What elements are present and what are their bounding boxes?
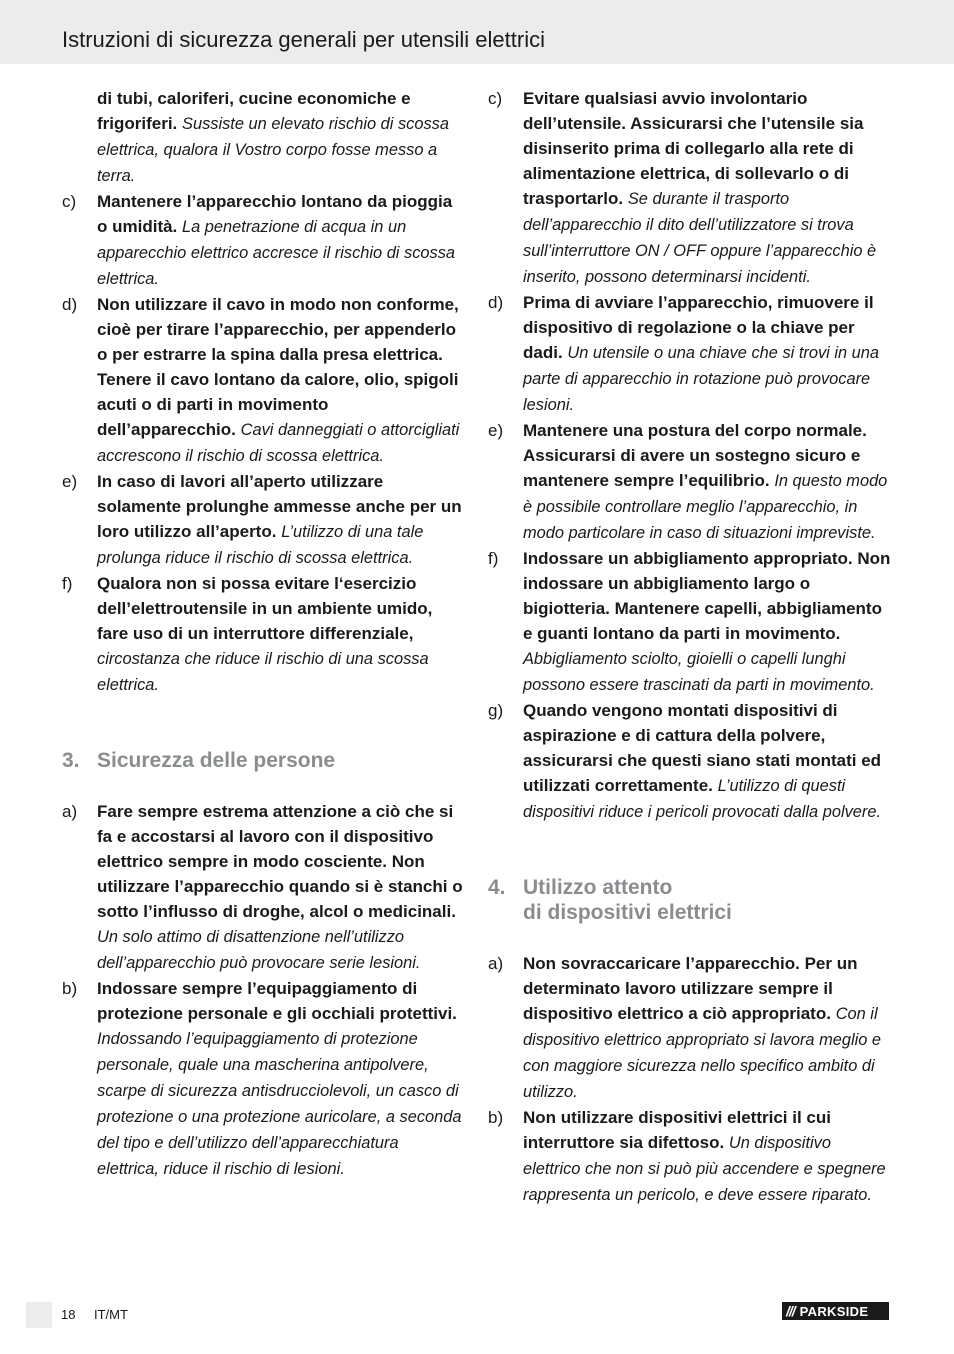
left-column: [62, 86, 464, 1182]
item-italic: In questo modo è possibile controllare meglio l’apparecchio, in modo particolare in caso di situazioni impreviste.: [523, 472, 888, 542]
item-italic: Abbigliamento sciolto, gioielli o capelli lunghi possono essere trascinati da parti in movimento.: [523, 650, 875, 694]
item-label: a): [488, 954, 504, 973]
section-title: Sicurezza delle persone: [97, 749, 336, 772]
paragraph-italic: Sussiste un elevato rischio di scossa elettrica, qualora il Vostro corpo fosse messo a terra.: [97, 115, 449, 185]
item-italic: Un dispositivo elettrico che non si può più accendere e spegnere rappresenta un pericolo, e deve essere riparato.: [523, 1134, 886, 1204]
item-bold: Mantenere l’apparecchio lontano da pioggia o umidità.: [97, 192, 453, 236]
item-bold: Indossare sempre l’equipaggiamento di protezione personale e gli occhiali protettivi.: [97, 979, 457, 1023]
item-bold: Quando vengono montati dispositivi di aspirazione e di cattura della polvere, assicurarsi che questi siano stati montati ed utilizzati correttamente.: [523, 701, 882, 795]
item-label: e): [488, 421, 504, 440]
list-item: [488, 418, 892, 546]
item-label: d): [488, 293, 504, 312]
list-item: [62, 799, 464, 976]
list-item: [62, 469, 464, 571]
section-number: 4.: [488, 876, 506, 899]
item-label: a): [62, 802, 78, 821]
logo-slashes: ///: [786, 1303, 795, 1319]
item-label: b): [488, 1108, 504, 1127]
item-italic: Se durante il trasporto dell’apparecchio il dito dell’utilizzatore si trova sull’interruttore ON / OFF oppure l’apparecchio è inserito, possono determinarsi incidenti.: [523, 190, 877, 286]
item-label: c): [488, 89, 503, 108]
item-italic: La penetrazione di acqua in un apparecchio elettrico accresce il rischio di scossa elettrica.: [97, 218, 456, 288]
list-item: [488, 546, 892, 698]
item-bold: Non utilizzare il cavo in modo non conforme, cioè per tirare l’apparecchio, per appenderlo o per estrarre la spina dalla presa elettrica. Tenere il cavo lontano da calore, olio, spigoli acuti o di parti in movimento dell’apparecchio.: [97, 295, 459, 439]
item-label: g): [488, 701, 504, 720]
section-heading-4: [488, 875, 892, 925]
logo-text: PARKSIDE: [799, 1303, 869, 1319]
brand-logo: [782, 1302, 889, 1320]
item-italic: Con il dispositivo elettrico appropriato si lavora meglio e con maggiore sicurezza nello specifico ambito di utilizzo.: [523, 1005, 882, 1101]
item-italic: L’utilizzo di questi dispositivi riduce i pericoli provocati dalla polvere.: [523, 777, 882, 821]
list-item: [488, 698, 892, 825]
list-item: [488, 86, 892, 290]
item-bold: Fare sempre estrema attenzione a ciò che si fa e accostarsi al lavoro con il dispositivo elettrico sempre in modo cosciente. Non utilizzare l’apparecchio quando si è stanchi o sotto l’influsso di droghe, alcol o medicinali.: [97, 802, 463, 921]
item-italic: Un utensile o una chiave che si trovi in una parte di apparecchio in rotazione può provocare lesioni.: [523, 344, 880, 414]
item-italic: circostanza che riduce il rischio di una scossa elettrica.: [97, 650, 429, 694]
item-bold: Non utilizzare dispositivi elettrici il cui interruttore sia difettoso.: [523, 1108, 831, 1152]
page-title: Istruzioni di sicurezza generali per utensili elettrici: [62, 27, 545, 52]
page-number: 18: [61, 1307, 76, 1322]
right-column: [488, 86, 892, 1208]
continued-paragraph: [62, 86, 464, 189]
item-bold: Prima di avviare l’apparecchio, rimuovere il dispositivo di regolazione o la chiave per dadi.: [523, 293, 874, 362]
paragraph-bold: di tubi, caloriferi, cucine economiche e frigoriferi.: [97, 89, 411, 133]
section-title-line2: di dispositivi elettrici: [523, 901, 732, 924]
list-item: [488, 951, 892, 1105]
list-item: [488, 1105, 892, 1208]
item-bold: Indossare un abbigliamento appropriato. Non indossare un abbigliamento largo o bigiotteria. Mantenere capelli, abbigliamento e guanti lontano da parti in movimento.: [523, 549, 891, 643]
section-heading-3: [62, 748, 464, 773]
section-title-line1: Utilizzo attento: [523, 876, 673, 899]
item-italic: Indossando l’equipaggiamento di protezione personale, quale una mascherina antipolvere, scarpe di sicurezza antisdrucciolevoli, un casco di protezione o una protezione auricolare, a seconda del tipo e dell’utilizzo dell’apparecchiatura elettrica, riduce il rischio di lesioni.: [97, 1030, 462, 1178]
item-italic: L’utilizzo di una tale prolunga riduce il rischio di scossa elettrica.: [97, 523, 424, 567]
section-number: 3.: [62, 749, 80, 772]
list-item: [62, 292, 464, 469]
list-item: [62, 571, 464, 698]
list-item: [488, 290, 892, 418]
item-italic: Cavi danneggiati o attorcigliati accrescono il rischio di scossa elettrica.: [97, 421, 460, 465]
item-bold: Evitare qualsiasi avvio involontario dell’utensile. Assicurarsi che l’utensile sia disinserito prima di collegarlo alla rete di alimentazione elettrica, di sollevarlo o di trasportarlo.: [523, 89, 864, 208]
item-label: f): [62, 574, 73, 593]
item-label: c): [62, 192, 77, 211]
item-bold: Non sovraccaricare l’apparecchio. Per un determinato lavoro utilizzare sempre il dispositivo elettrico a ciò appropriato.: [523, 954, 858, 1023]
list-item: [62, 976, 464, 1182]
list-item: [62, 189, 464, 292]
item-bold: Qualora non si possa evitare l‘esercizio dell’elettroutensile in un ambiente umido, fare uso di un interruttore differenziale,: [97, 574, 433, 643]
item-bold: Mantenere una postura del corpo normale. Assicurarsi di avere un sostegno sicuro e mantenere sempre l’equilibrio.: [523, 421, 867, 490]
page-header: [0, 0, 954, 64]
item-italic: Un solo attimo di disattenzione nell’utilizzo dell’apparecchio può provocare serie lesioni.: [97, 928, 421, 972]
item-label: d): [62, 295, 78, 314]
footer-marker: [26, 1302, 52, 1328]
locale-code: IT/MT: [94, 1307, 128, 1322]
item-label: f): [488, 549, 499, 568]
item-label: b): [62, 979, 78, 998]
item-label: e): [62, 472, 78, 491]
item-bold: In caso di lavori all’aperto utilizzare solamente prolunghe ammesse anche per un loro utilizzo all’aperto.: [97, 472, 462, 541]
